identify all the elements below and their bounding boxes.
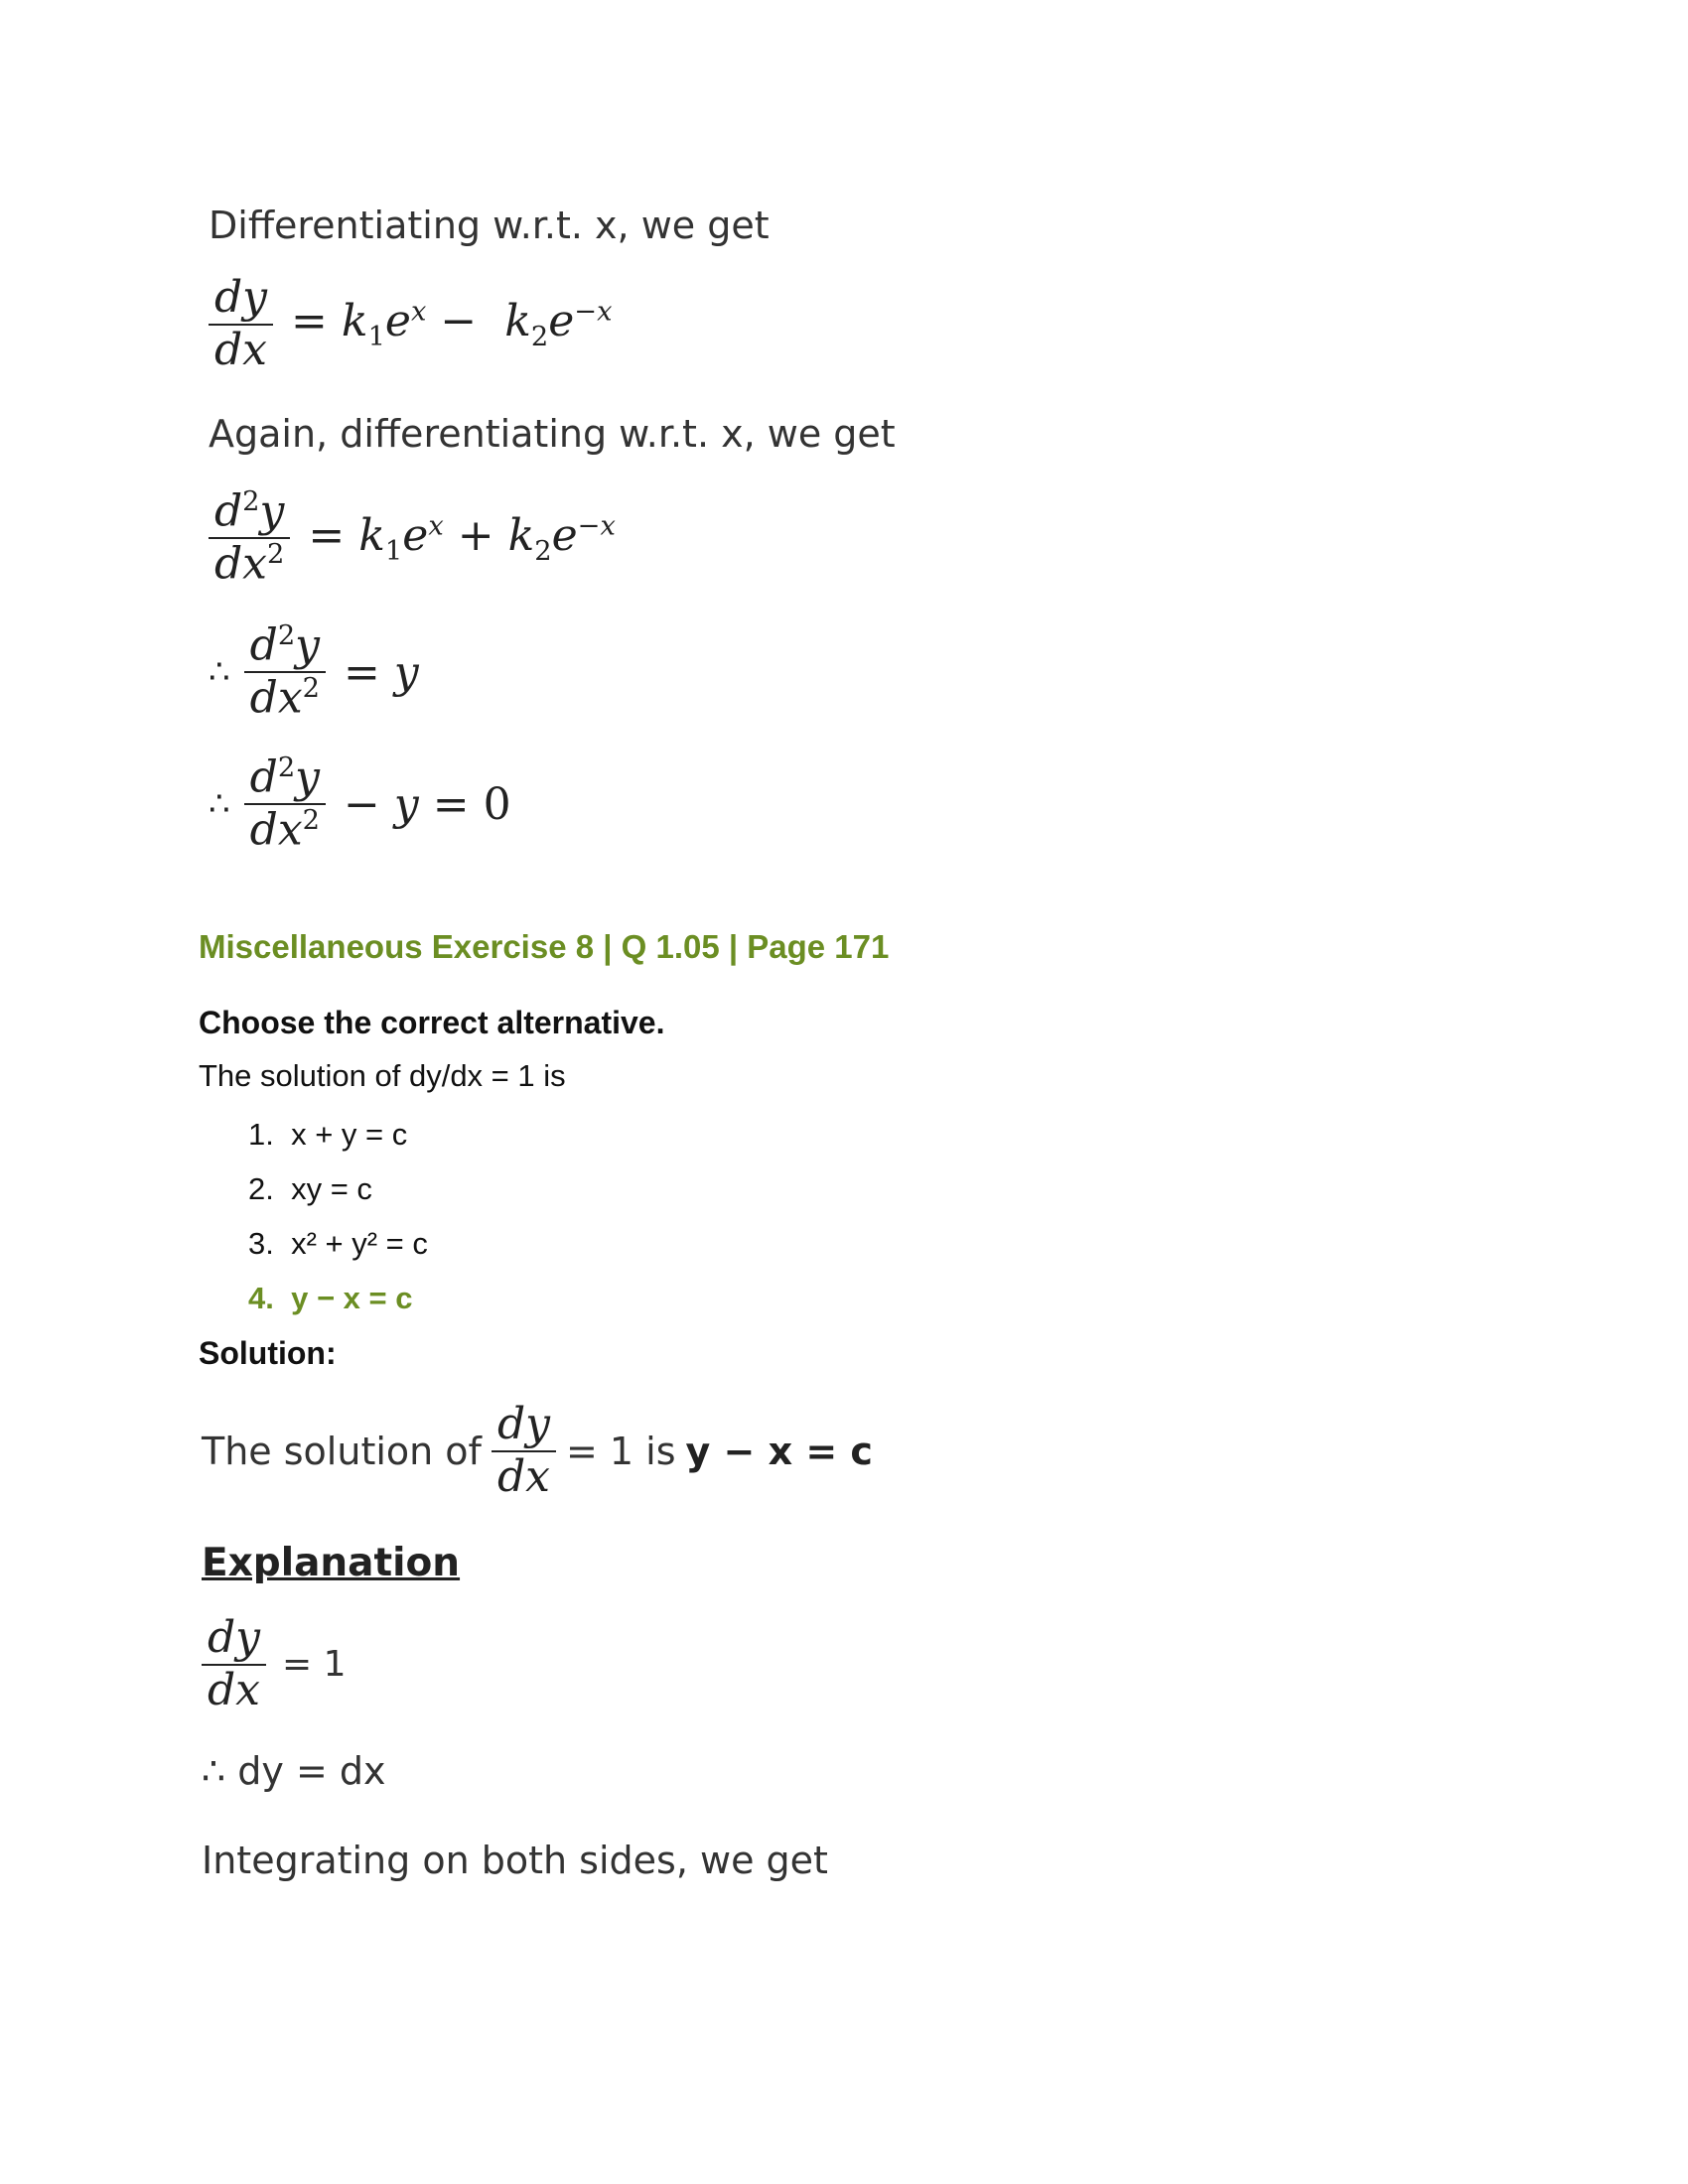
question-prompt: Choose the correct alternative. — [199, 1005, 665, 1040]
explanation-step-2: ∴ dy = dx — [202, 1749, 386, 1793]
solution-prefix: The solution of — [202, 1429, 482, 1473]
explanation-step-1: $\frac{dy}{dx}$ = 1 — [202, 1613, 347, 1715]
second-derivative-equation: $\frac{d^2y}{dx^2}$ = $k_1e^x + k_2e^{-x}$ — [209, 486, 616, 591]
option-1: 1. x + y = c — [248, 1117, 408, 1152]
explanation-heading: Explanation — [202, 1541, 461, 1585]
question-text: The solution of dy/dx = 1 is — [199, 1058, 566, 1093]
differentiating-text: Differentiating w.r.t. x, we get — [209, 204, 770, 247]
solution-mid: = 1 is — [565, 1429, 676, 1473]
option-4-correct: 4. y − x = c — [248, 1281, 413, 1315]
exercise-title: Miscellaneous Exercise 8 | Q 1.05 | Page 171 — [199, 928, 890, 965]
differential-equation-result: ∴ $\frac{d^2y}{dx^2}$ − y = 0 — [209, 751, 511, 856]
again-differentiating-text: Again, differentiating w.r.t. x, we get — [209, 412, 896, 456]
options-list — [248, 1107, 428, 1325]
solution-heading: Solution: — [199, 1335, 337, 1371]
first-derivative-equation: $\frac{dy}{dx}$ = $k_1e^x - k_2e^{-x}$ — [209, 273, 613, 375]
solution-answer: y − x = c — [685, 1429, 873, 1473]
explanation-step-3: Integrating on both sides, we get — [202, 1839, 828, 1882]
option-2: 2. xy = c — [248, 1171, 372, 1206]
second-derivative-equals-y: ∴ $\frac{d^2y}{dx^2}$ = y — [209, 619, 419, 724]
solution-statement: The solution of $\frac{dy}{dx}$ = 1 is y − x = c — [202, 1399, 873, 1502]
option-3: 3. x² + y² = c — [248, 1226, 428, 1261]
